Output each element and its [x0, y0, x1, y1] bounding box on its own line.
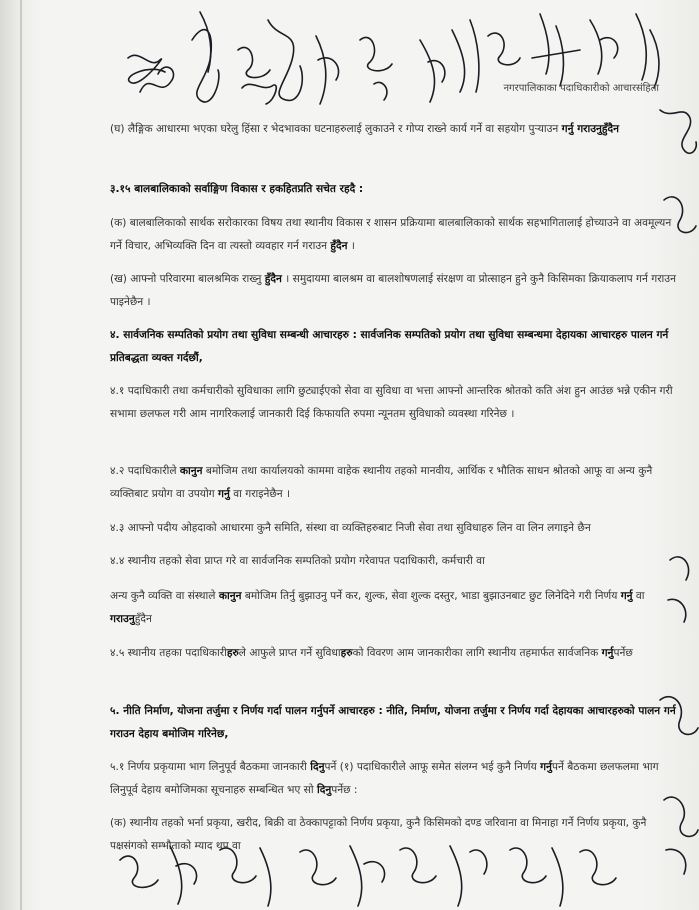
paragraph-5-1: ५.१ निर्णय प्रकृयामा भाग लिनुपूर्व बैठकमा जानकारी दिनुपर्ने (१) पदाधिकारीले आफू समेत संलग्न भई कुनै निर्णय गर्नुपर्ने बैठकमा छलफलमा भाग लिनुपूर्व देहाय बमोजिमका सूचनाहरु सम्बन्धित भए सो दिनुपर्नेछ :	[110, 761, 659, 796]
paragraph-4-4a: ४.४ स्थानीय तहको सेवा प्राप्त गरे वा सार्वजनिक सम्पतिको प्रयोग गरेवापत पदाधिकारी, कर्मचारी वा	[110, 555, 485, 567]
page-fold-shadow	[20, 0, 22, 910]
paragraph-4-4b: अन्य कुनै व्यक्ति वा संस्थाले कानुन बमोजिम तिर्नु बुझाउनु पर्ने कर, शुल्क, सेवा शुल्क दस्तुर, भाडा बुझाउनबाट छुट लिनेदिने गरी निर्णय गर्नु वा गराउनुहुँदैन	[110, 590, 645, 625]
paragraph-4-2: ४.२ पदाधिकारीले कानुन बमोजिम तथा कार्यालयको काममा वाहेक स्थानीय तहको मानवीय, आर्थिक र भौतिक साधन श्रोतको आफू वा अन्य कुनै व्यक्तिबाट प्रयोग वा उपयोग गर्नु वा गराइनेछैन ।	[110, 465, 653, 500]
section-4-heading: ४. सार्वजनिक सम्पतिको प्रयोग तथा सुविधा सम्बन्धी आचारहरु : सार्वजनिक सम्पतिको प्रयोग तथा सुविधा सम्बन्धमा देहायका आचारहरु पालन गर्न प्रतिबद्धता व्यक्त गर्दछौं,	[110, 329, 669, 364]
paragraph-4-1: ४.१ पदाधिकारी तथा कर्मचारीको सुविधाका लागि छुट्याईएको सेवा वा सुविधा वा भत्ता आफ्नो आन्तरिक श्रोतको कति अंश हुन आउंछ भन्ने एकीन गरी सभामा छलफल गरी आम नागरिकलाई जानकारी दिई किफायति रुपमा न्यूनतम सुविधाको व्यवस्था गरिनेछ ।	[110, 385, 673, 420]
paragraph-ka: (क) बालबालिकाको सार्थक सरोकारका विषय तथा स्थानीय विकास र शासन प्रक्रियामा बालबालिकाको सार्थक सहभागितालाई होच्याउने वा अवमूल्यन गर्ने विचार, अभिव्यक्ति दिन वा त्यस्तो व्यवहार गर्न गराउन हुँदैन ।	[110, 217, 672, 252]
header-title: नगरपालिकाका पदाधिकारीको आचारसंहिता	[503, 83, 659, 94]
paragraph-5-1-ka: (क) स्थानीय तहको भर्ना प्रकृया, खरीद, बिक्री वा ठेक्कापट्टाको निर्णय प्रकृया, कुनै किसिमको दण्ड जरिवाना वा मिनाहा गर्ने निर्णय प्रकृया, कुनै पक्षसंगको सम्भौताको म्याद थप वा	[110, 817, 647, 852]
paragraph-4-5: ४.५ स्थानीय तहका पदाधिकारीहरुले आफुले प्राप्त गर्ने सुविधाहरुको विवरण आम जानकारीका लागि स्थानीय तहमार्फत सार्वजनिक गर्नुपर्नेछ	[110, 647, 633, 659]
paragraph-4-3: ४.३ आफ्नो पदीय ओहदाको आधारमा कुनै समिति, संस्था वा व्यक्तिहरुबाट निजी सेवा तथा सुविधाहरु लिन वा लिन लगाइने छैन	[110, 522, 591, 534]
paragraph-gha: (घ) लैङ्गिक आधारमा भएका घरेलु हिंसा र भेदभावका घटनाहरुलाई लुकाउने र गोप्य राख्ने कार्य गर्ने वा सहयोग पुऱ्याउन गर्नु गराउनुहुँदैन	[110, 123, 620, 135]
paragraph-kha: (ख) आफ्नो परिवारमा बालश्रमिक राख्नु हुँदैन । समुदायमा बालश्रम वा बालशोषणलाई संरक्षण वा प्रोत्साहन हुने कुनै किसिमका क्रियाकलाप गर्न गराउन पाइनेछैन ।	[110, 273, 676, 308]
section-5-heading: ५. नीति निर्माण, योजना तर्जुमा र निर्णय गर्दा पालन गर्नुपर्ने आचारहरु : नीति, निर्माण, योजना तर्जुमा र निर्णय गर्दा देहायका आचारहरुको पालन गर्न गराउन देहाय बमोजिम गरिनेछ,	[110, 705, 676, 740]
section-3-15-heading: ३.१५ बालबालिकाको सर्वाङ्गिण विकास र हकहितप्रति सचेत रहदै :	[110, 183, 364, 195]
